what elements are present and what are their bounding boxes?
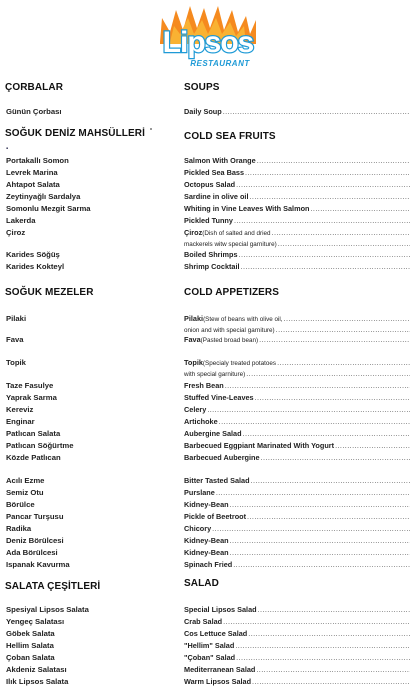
leader-dots — [236, 180, 410, 189]
app-en-item — [184, 500, 410, 509]
sea-tr-item: Somonlu Mezgit Sarma — [6, 204, 91, 213]
sea-en-item — [184, 216, 410, 225]
app-en-item — [184, 335, 410, 344]
sea-tr-item: Levrek Marina — [6, 168, 58, 177]
leader-dots — [225, 381, 410, 390]
app-tr-item: Kereviz — [6, 405, 34, 414]
section-soups: SOUPS — [184, 82, 220, 93]
sea-en-item-label: Whiting in Vine Leaves With Salmon — [184, 204, 310, 213]
logo-wordmark: Lipsos — [162, 26, 254, 59]
sea-en-item-label: Çiroz(Dish of salted and dried — [184, 228, 271, 237]
sea-en-item — [184, 168, 410, 177]
leader-dots — [277, 358, 410, 367]
salad-tr-item: Ilık Lipsos Salata — [6, 677, 69, 686]
leader-dots — [236, 653, 410, 662]
salad-tr-item: Spesiyal Lipsos Salata — [6, 605, 89, 614]
salad-en-item-label: Mediterranean Salad — [184, 665, 256, 674]
sea-en-item-label: Boiled Shrimps — [184, 250, 238, 259]
sea-en-item-label: Pickled Tunny — [184, 216, 233, 225]
sea-en-item — [184, 192, 410, 201]
logo-subtitle: RESTAURANT — [190, 59, 250, 68]
app-tr-item: Enginar — [6, 417, 35, 426]
app-tr-item: Börülce — [6, 500, 35, 509]
leader-dots — [258, 605, 410, 614]
app-en-item — [184, 417, 410, 426]
app-en-item — [184, 441, 410, 450]
leader-dots — [219, 417, 410, 426]
leader-dots — [272, 228, 410, 237]
section-cold-sea-fruits: COLD SEA FRUITS — [184, 131, 276, 142]
leader-dots — [230, 536, 410, 545]
sea-en-item — [184, 204, 410, 213]
leader-dots — [239, 250, 410, 259]
app-en-item — [184, 314, 410, 323]
salad-en-item-label: "Hellim" Salad — [184, 641, 235, 650]
app-en-item — [184, 393, 410, 402]
section-corbalar: ÇORBALAR — [5, 82, 64, 93]
leader-dots — [235, 641, 410, 650]
salad-en-item-label: Warm Lipsos Salad — [184, 677, 252, 686]
sea-en-item-label: Salmon With Orange — [184, 156, 256, 165]
app-tr-item: Közde Patlıcan — [6, 453, 61, 462]
salad-en-item — [184, 677, 410, 686]
leader-dots — [207, 405, 410, 414]
sea-en-item — [184, 250, 410, 259]
section-salata: SALATA ÇEŞİTLERİ — [5, 581, 101, 592]
app-tr-item: Patlıcan Salata — [6, 429, 61, 438]
salad-tr-item: Hellim Salata — [6, 641, 54, 650]
app-tr-item: Topik — [6, 358, 26, 367]
leader-dots — [284, 314, 410, 323]
sea-en-item — [184, 262, 410, 271]
app-en-item — [184, 476, 410, 485]
app-en-item — [184, 369, 410, 378]
sea-en-item-label: Shrimp Cocktail — [184, 262, 240, 271]
leader-dots — [259, 335, 410, 344]
app-en-item-label: Kidney-Bean — [184, 536, 229, 545]
app-en-item — [184, 381, 410, 390]
app-en-item — [184, 488, 410, 497]
app-en-item — [184, 429, 410, 438]
app-tr-item: Pilaki — [6, 314, 27, 323]
leader-dots — [241, 262, 410, 271]
salad-en-item — [184, 665, 410, 674]
leader-dots — [233, 560, 410, 569]
salad-tr-item: Göbek Salata — [6, 629, 55, 638]
app-tr-item: Yaprak Sarma — [6, 393, 57, 402]
salad-en-item — [184, 617, 410, 626]
app-en-item — [184, 512, 410, 521]
leader-dots — [247, 512, 410, 521]
soup-tr-item: Günün Çorbası — [6, 107, 62, 116]
app-tr-item: Patlıcan Söğürtme — [6, 441, 74, 450]
section-salad: SALAD — [184, 578, 219, 589]
leader-dots — [276, 325, 410, 334]
app-en-item-label: Spinach Fried — [184, 560, 233, 569]
sea-tr-item: Lakerda — [6, 216, 36, 225]
leader-dots — [261, 453, 410, 462]
leader-dots — [252, 677, 410, 686]
leader-dots — [249, 192, 410, 201]
app-tr-item: Ispanak Kavurma — [6, 560, 70, 569]
soup-en-item-label: Daily Soup — [184, 107, 222, 116]
app-en-item — [184, 548, 410, 557]
leader-dots — [234, 216, 410, 225]
leader-dots — [246, 369, 410, 378]
app-tr-item: Fava — [6, 335, 24, 344]
restaurant-logo — [148, 4, 268, 70]
salad-tr-item: Akdeniz Salatası — [6, 665, 67, 674]
sea-en-item-label: Sardine in olive oil — [184, 192, 249, 201]
salad-en-item-label: Cos Lettuce Salad — [184, 629, 248, 638]
app-en-item-label: Bitter Tasted Salad — [184, 476, 250, 485]
sea-en-item — [184, 239, 410, 248]
app-en-item-label: Pilaki(Stew of beans with olive oil, — [184, 314, 283, 323]
app-en-item — [184, 358, 410, 367]
app-en-item-label: onion and with special garniture) — [184, 327, 275, 334]
leader-dots — [257, 156, 410, 165]
leader-dots — [251, 476, 410, 485]
sea-en-item-label: Pickled Sea Bass — [184, 168, 245, 177]
leader-dots — [223, 617, 410, 626]
app-en-item — [184, 453, 410, 462]
salad-en-item — [184, 629, 410, 638]
app-tr-item: Semiz Otu — [6, 488, 44, 497]
sea-tr-item: Ahtapot Salata — [6, 180, 60, 189]
salad-tr-item: Çoban Salata — [6, 653, 55, 662]
salad-en-item-label: "Çoban" Salad — [184, 653, 236, 662]
leader-dots — [245, 168, 410, 177]
sea-tr-item: Çiroz — [6, 228, 26, 237]
app-en-item-label: Kidney-Bean — [184, 500, 229, 509]
app-en-item-label: Artichoke — [184, 417, 218, 426]
app-tr-item: Radika — [6, 524, 32, 533]
leader-dots — [216, 488, 410, 497]
leader-dots — [255, 393, 410, 402]
sea-tr-item: Karides Kokteyl — [6, 262, 65, 271]
app-tr-item: Ada Börülcesi — [6, 548, 58, 557]
leader-dots — [230, 548, 410, 557]
app-en-item-label: Celery — [184, 405, 207, 414]
leader-dots — [310, 204, 410, 213]
app-en-item-label: Fava(Pasted broad bean) — [184, 335, 259, 344]
sea-tr-item: Zeytinyağlı Sardalya — [6, 192, 81, 201]
app-tr-item: Deniz Börülcesi — [6, 536, 64, 545]
salad-tr-item: Yengeç Salatası — [6, 617, 65, 626]
section-soguk-deniz: SOĞUK DENİZ MAHSÜLLERİ — [5, 128, 145, 139]
sea-tr-item: Portakallı Somon — [6, 156, 69, 165]
section-cold-appetizers: COLD APPETIZERS — [184, 287, 280, 298]
app-tr-item: Taze Fasulye — [6, 381, 54, 390]
salad-en-item — [184, 641, 410, 650]
sea-tr-item: Karides Söğüş — [6, 250, 60, 259]
app-en-item-label: Stuffed Vine-Leaves — [184, 393, 254, 402]
salad-en-item-label: Special Lipsos Salad — [184, 605, 257, 614]
leader-dots — [256, 665, 410, 674]
app-en-item — [184, 560, 410, 569]
speck-mark — [150, 128, 152, 130]
bullet-mark: ▪ — [6, 146, 9, 152]
app-en-item — [184, 405, 410, 414]
app-en-item-label: Barbecued Eggpiant Marinated With Yogurt — [184, 441, 335, 450]
app-en-item-label: Barbecued Aubergine — [184, 453, 260, 462]
sea-en-item-label: mackerels witw special garniture) — [184, 241, 277, 248]
leader-dots — [243, 429, 410, 438]
app-en-item-label: Kidney-Bean — [184, 548, 229, 557]
app-en-item — [184, 325, 410, 334]
leader-dots — [223, 107, 410, 116]
app-en-item-label: Topik(Specialy treated potatoes — [184, 358, 277, 367]
sea-en-item-label: Octopus Salad — [184, 180, 236, 189]
leader-dots — [230, 500, 410, 509]
leader-dots — [335, 441, 410, 450]
lipsos-logo-graphic — [148, 4, 268, 70]
leader-dots — [278, 239, 410, 248]
leader-dots — [212, 524, 410, 533]
app-en-item — [184, 524, 410, 533]
app-en-item-label: Aubergine Salad — [184, 429, 242, 438]
app-en-item — [184, 536, 410, 545]
app-en-item-label: Fresh Bean — [184, 381, 224, 390]
soup-en-item — [184, 107, 410, 116]
app-en-item-label: Chicory — [184, 524, 212, 533]
app-en-item-label: Purslane — [184, 488, 215, 497]
app-tr-item: Acılı Ezme — [6, 476, 45, 485]
app-en-item-label: with special garniture) — [184, 371, 246, 378]
app-tr-item: Pancar Turşusu — [6, 512, 64, 521]
sea-en-item — [184, 180, 410, 189]
salad-en-item-label: Crab Salad — [184, 617, 223, 626]
salad-en-item — [184, 605, 410, 614]
leader-dots — [248, 629, 410, 638]
section-soguk-mezeler: SOĞUK MEZELER — [5, 287, 94, 298]
salad-en-item — [184, 653, 410, 662]
sea-en-item — [184, 156, 410, 165]
sea-en-item — [184, 228, 410, 237]
app-en-item-label: Pickle of Beetroot — [184, 512, 247, 521]
